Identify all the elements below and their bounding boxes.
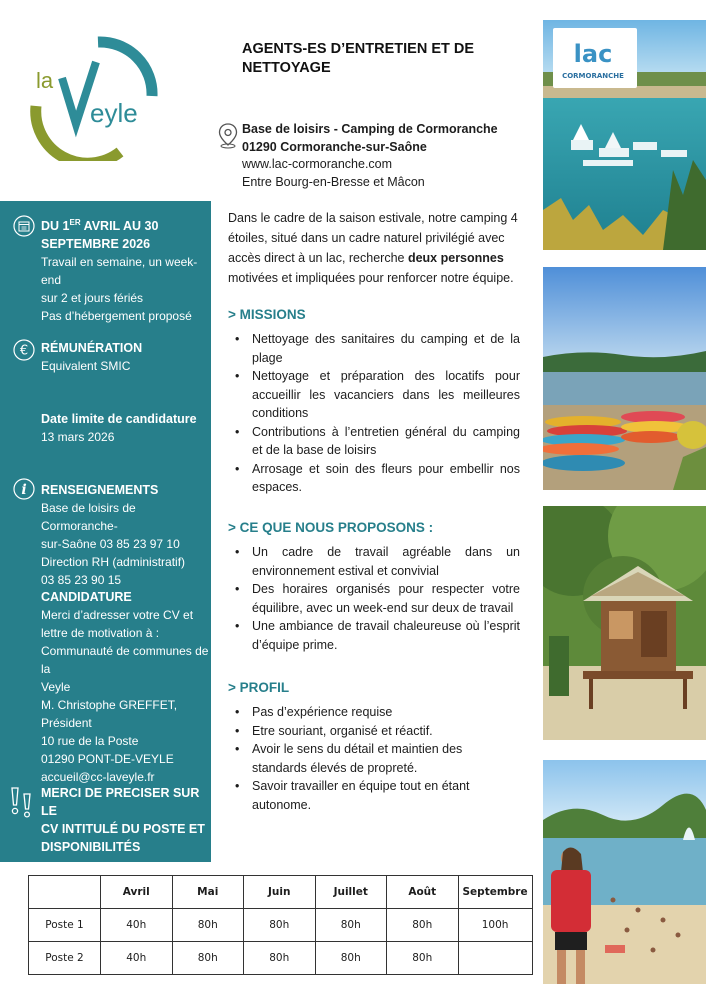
table-cell: 80h (387, 942, 459, 975)
info-line: Base de loisirs de Cormoranche- (41, 501, 136, 533)
table-cell: 80h (387, 909, 459, 942)
la-veyle-logo (28, 36, 158, 161)
table-row (29, 909, 533, 942)
pay-block (41, 339, 209, 375)
table-cell: 40h (101, 909, 173, 942)
lac-logo-sub: CORMORANCHE (562, 72, 624, 80)
list-item: • Contributions à l’entretien général du camping et de la base de loisirs (228, 423, 520, 460)
apply-line: 10 rue de la Poste (41, 734, 139, 748)
column-header (29, 876, 101, 909)
offer-title: > CE QUE NOUS PROPOSONS : (228, 520, 434, 535)
info-line: 03 85 23 90 15 (41, 573, 122, 587)
notice-line: DISPONIBILITÉS (41, 840, 141, 854)
apply-line: lettre de motivation à : (41, 626, 160, 640)
photo-aqua-park (543, 20, 706, 250)
pay-heading: RÉMUNÉRATION (41, 341, 143, 355)
row-label: Poste 2 (29, 942, 101, 975)
dates-block (41, 214, 209, 325)
list-item: • Un cadre de travail agréable dans un environnement estival et convivial (228, 543, 520, 580)
table-row (29, 942, 533, 975)
info-icon (13, 478, 35, 500)
exclamation-icon (9, 785, 35, 819)
location-between: Entre Bourg-en-Bresse et Mâcon (242, 174, 425, 189)
location-name: Base de loisirs - Camping de Cormoranche (242, 122, 498, 136)
dates-line: sur 2 et jours fériés (41, 291, 144, 306)
dates-heading-line2: SEPTEMBRE 2026 (41, 237, 151, 252)
profile-title: > PROFIL (228, 680, 290, 695)
list-item: • Etre souriant, organisé et réactif. (228, 722, 520, 741)
location-address: 01290 Cormoranche-sur-Saône (242, 139, 427, 154)
list-item: • Une ambiance de travail chaleureuse où l’esprit d’équipe prime. (228, 617, 520, 654)
row-label: Poste 1 (29, 909, 101, 942)
dates-line: Pas d’hébergement proposé (41, 309, 192, 324)
photo-wooden-hut-image (543, 506, 706, 740)
table-cell: 80h (172, 942, 244, 975)
pay-value: Equivalent SMIC (41, 359, 131, 373)
apply-line: Président (41, 716, 92, 730)
dates-line: Travail en semaine, un week-end (41, 255, 198, 288)
list-item: • Arrosage et soin des fleurs pour embellir nos espaces. (228, 460, 520, 497)
apply-line: Communauté de communes de la (41, 644, 209, 676)
job-title: AGENTS-ES D’ENTRETIEN ET DE NETTOYAGE (242, 41, 475, 76)
svg-text:i: i (21, 482, 27, 498)
apply-line: M. Christophe GREFFET, (41, 698, 178, 712)
missions-section (228, 307, 520, 497)
photo-beach-image (543, 760, 706, 984)
column-header: Avril (101, 876, 173, 909)
table-cell: 80h (315, 909, 387, 942)
info-line: sur-Saône 03 85 23 97 10 (41, 537, 180, 551)
info-line: Direction RH (administratif) (41, 555, 186, 569)
table-cell (458, 942, 532, 975)
list-item: • Pas d’expérience requise (228, 703, 520, 722)
svg-text:€: € (19, 343, 29, 359)
list-item: • Nettoyage et préparation des locatifs pour accueillir les vacanciers dans les meilleures conditions (228, 367, 520, 423)
apply-block (41, 588, 209, 786)
intro-highlight: deux personnes (407, 251, 504, 265)
schedule-table (28, 875, 533, 975)
column-header: Juin (244, 876, 316, 909)
photo-wooden-hut (543, 506, 706, 740)
deadline-heading: Date limite de candidature (41, 412, 197, 426)
column-header: Mai (172, 876, 244, 909)
column-header: Août (387, 876, 459, 909)
list-item: • Savoir travailler en équipe tout en étant autonome. (228, 777, 520, 814)
notice-block (41, 784, 209, 856)
apply-heading: CANDIDATURE (41, 590, 132, 604)
info-block (41, 481, 209, 589)
apply-line: 01290 PONT-DE-VEYLE (41, 752, 174, 766)
profile-section (228, 680, 520, 814)
dates-heading: DU 1ER AVRIL AU 30 (41, 218, 159, 234)
list-item: • Avoir le sens du détail et maintien des standards élevés de propreté. (228, 740, 520, 777)
deadline-block (41, 410, 209, 446)
apply-email[interactable]: accueil@cc-laveyle.fr (41, 770, 155, 784)
intro-paragraph: Dans le cadre de la saison estivale, notre camping 4 étoiles, situé dans un cadre naturel privilégié avec accès direct à un lac, recherche deux personnes motivées et impliquées pour renforcer notre équipe. (228, 211, 518, 285)
logo-text-eyle: eyle (90, 98, 138, 128)
lac-logo-word: lac (573, 40, 613, 68)
euro-icon (13, 339, 35, 361)
table-cell: 80h (244, 942, 316, 975)
info-heading: RENSEIGNEMENTS (41, 483, 159, 497)
offer-section (228, 520, 520, 654)
calendar-icon (13, 215, 35, 237)
missions-title: > MISSIONS (228, 307, 306, 322)
apply-line: Merci d’adresser votre CV et (41, 608, 194, 622)
notice-line: MERCI DE PRECISER SUR LE (41, 786, 200, 818)
table-header-row (29, 876, 533, 909)
photo-kayaks-image (543, 267, 706, 490)
table-cell: 80h (244, 909, 316, 942)
notice-line: CV INTITULÉ DU POSTE ET (41, 822, 205, 836)
logo-text-la: la (36, 68, 54, 93)
table-cell: 40h (101, 942, 173, 975)
location-website[interactable]: www.lac-cormoranche.com (242, 157, 393, 171)
deadline-value: 13 mars 2026 (41, 430, 115, 444)
photo-kayaks (543, 267, 706, 490)
photo-aqua-park-image (543, 20, 706, 250)
info-sidebar (0, 201, 211, 862)
apply-line: Veyle (41, 680, 71, 694)
table-cell: 80h (172, 909, 244, 942)
table-cell: 80h (315, 942, 387, 975)
map-pin-icon (218, 123, 238, 149)
column-header: Septembre (458, 876, 532, 909)
list-item: • Des horaires organisés pour respecter votre équilibre, avec un week-end sur deux de travail (228, 580, 520, 617)
list-item: • Nettoyage des sanitaires du camping et de la plage (228, 330, 520, 367)
photo-beach (543, 760, 706, 984)
table-cell: 100h (458, 909, 532, 942)
column-header: Juillet (315, 876, 387, 909)
